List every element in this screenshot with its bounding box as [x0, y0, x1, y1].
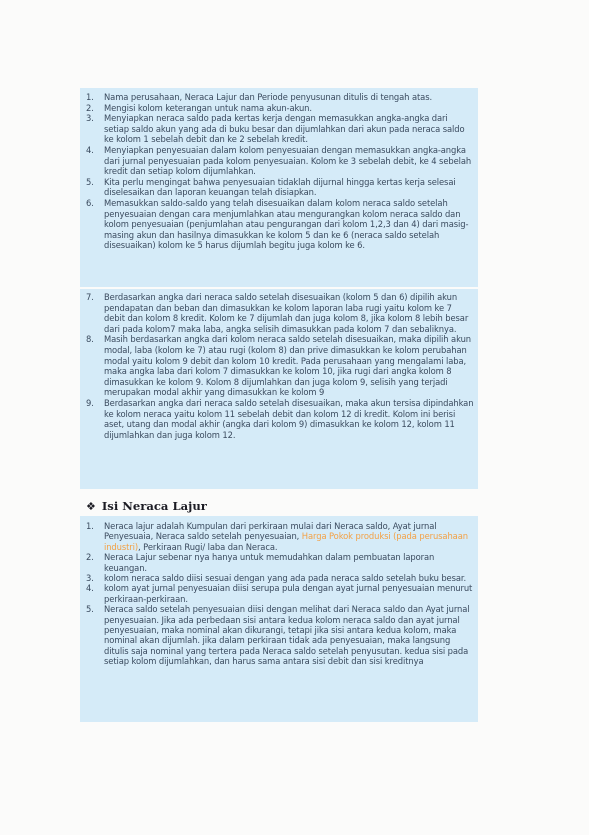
item-text: kolom neraca saldo diisi sesuai dengan yang ada pada neraca saldo setelah buku besar.: [104, 573, 467, 584]
item-text: Mengisi kolom keterangan untuk nama akun-akun.: [104, 102, 312, 113]
item-number: 9.: [86, 397, 94, 408]
section-title: Isi Neraca Lajur: [101, 499, 207, 513]
diamond-bullet-icon: ❖: [86, 500, 96, 513]
list-item: [80, 604, 478, 666]
list-item: [80, 552, 478, 573]
list-item: [80, 177, 478, 198]
list-item: [80, 292, 478, 334]
item-text: kolom ayat jurnal penyesuaian diisi serupa pula dengan ayat jurnal penyesuaian menurut perkiraan-perkiraan.: [104, 583, 473, 604]
list-item: [80, 573, 478, 583]
item-number: 2.: [86, 552, 94, 563]
list-item: [80, 521, 478, 552]
item-text: Menyiapkan neraca saldo pada kertas kerja dengan memasukkan angka-angka dari setiap saldo akun yang ada di buku besar dan dijumlahkan dari akun pada neraca saldo ke kolom 1 sebelah debit dan ke 2 sebelah kredit.: [104, 113, 465, 145]
steps-list-2: [80, 292, 478, 440]
list-item: [80, 103, 478, 114]
section-heading: [86, 499, 207, 513]
item-text: , Perkiraan Rugi/ laba dan Neraca.: [138, 541, 278, 552]
item-text: Masih berdasarkan angka dari kolom neraca saldo setelah disesuaikan, maka dipilih akun modal, laba (kolom ke 7) atau rugi (kolom 8) dan prive dimasukkan ke kolom perubahan modal yaitu kolom 9 debit dan kolom 10 kredit. Pada perusahaan yang mengalami laba, maka angka laba dari kolom 7 dimasukkan ke kolom 10, jika rugi dari angka kolom 8 dimasukkan ke kolom 9. Kolom 8 dijumlahkan dan juga kolom 9, selisih yang terjadi merupakan modal akhir yang dimasukkan ke kolom 9: [104, 334, 471, 398]
item-number: 4.: [86, 583, 94, 594]
item-number: 6.: [86, 197, 94, 208]
item-number: 3.: [86, 113, 94, 124]
item-number: 1.: [86, 92, 94, 102]
item-number: 8.: [86, 334, 94, 345]
steps-list-1: [80, 92, 478, 251]
item-text: Menyiapkan penyesuaian dalam kolom penyesuaian dengan memasukkan angka-angka dari jurnal penyesuaian pada kolom penyesuaian. Kolom ke 3 sebelah debit, ke 4 sebelah kredit dan setiap kolom dijumlahkan.: [104, 144, 472, 177]
list-item: [80, 113, 478, 145]
list-item: [80, 92, 478, 103]
item-number: 3.: [86, 573, 94, 584]
contents-box: [80, 516, 478, 722]
item-text: Neraca lajur adalah Kumpulan dari perkiraan mulai dari Neraca saldo, Ayat jurnal Penyesuaia, Neraca saldo setelah penyesuaian,: [104, 521, 437, 542]
list-item: [80, 583, 478, 604]
item-number: 4.: [86, 144, 94, 155]
list-item: [80, 198, 478, 251]
item-number: 5.: [86, 604, 94, 615]
contents-list: [80, 521, 478, 667]
item-text: Kita perlu mengingat bahwa penyesuaian tidaklah dijurnal hingga kertas kerja selesai diselesaikan dan laporan keuangan telah disiapkan.: [104, 176, 456, 198]
list-item: [80, 398, 478, 440]
item-text: Memasukkan saldo-saldo yang telah disesuaikan dalam kolom neraca saldo setelah penyesuaian dengan cara menjumlahkan atau mengurangkan kolom neraca saldo dan kolom penyesuaian (penjumlahan atau pengurangan dari kolom 1,2,3 dan 4) dari masig-masing akun dan hasilnya dimasukkan ke kolom 5 dan ke 6 (neraca saldo setelah disesuaikan) kolom ke 5 harus dijumlah begitu juga kolom ke 6.: [104, 197, 469, 251]
item-text: Neraca saldo setelah penyesuaian diisi dengan melihat dari Neraca saldo dan Ayat jurnal penyesuaian. Jika ada perbedaan sisi antara kedua kolom neraca saldo dan ayat jurnal penyesuaian, maka nominal akan dikurangi, tetapi jika sisi antara kedua kolom, maka nominal akan dijumlah. jika dalam perkiraan tidak ada penyesuaian, maka langsung ditulis saja nominal yang tertera pada Neraca saldo setelah penyusutan. kedua sisi pada setiap kolom dijumlahkan, dan harus sama antara sisi debit dan sisi kreditnya: [104, 604, 470, 667]
steps-box-1: [80, 88, 478, 287]
item-text: Nama perusahaan, Neraca Lajur dan Periode penyusunan ditulis di tengah atas.: [104, 92, 433, 102]
list-item: [80, 145, 478, 177]
item-number: 7.: [86, 292, 94, 302]
steps-box-2: [80, 289, 478, 489]
item-text: Neraca Lajur sebenar nya hanya untuk memudahkan dalam pembuatan laporan keuangan.: [104, 552, 435, 573]
highlighted-text: Harga Pokok produksi (pada perusahaan industri): [104, 531, 468, 552]
list-item: [80, 334, 478, 398]
item-text: Berdasarkan angka dari neraca saldo setelah disesuaikan (kolom 5 dan 6) dipilih akun pendapatan dan beban dan dimasukkan ke kolom laporan laba rugi yaitu kolom ke 7 debit dan kolom 8 kredit. Kolom ke 7 dijumlah dan juga kolom 8, jika kolom 8 lebih besar dari pada kolom7 maka laba, angka selisih dimasukkan pada kolom 7 dan sebaliknya.: [104, 292, 469, 334]
item-text: Berdasarkan angka dari neraca saldo setelah disesuaikan, maka akun tersisa dipindahkan ke kolom neraca yaitu kolom 11 sebelah debit dan kolom 12 di kredit. Kolom ini berisi aset, utang dan modal akhir (angka dari kolom 9) dimasukkan ke kolom 12, kolom 11 dijumlahkan dan juga kolom 12.: [104, 397, 474, 440]
item-number: 1.: [86, 521, 94, 531]
item-number: 2.: [86, 102, 94, 113]
item-number: 5.: [86, 176, 94, 187]
